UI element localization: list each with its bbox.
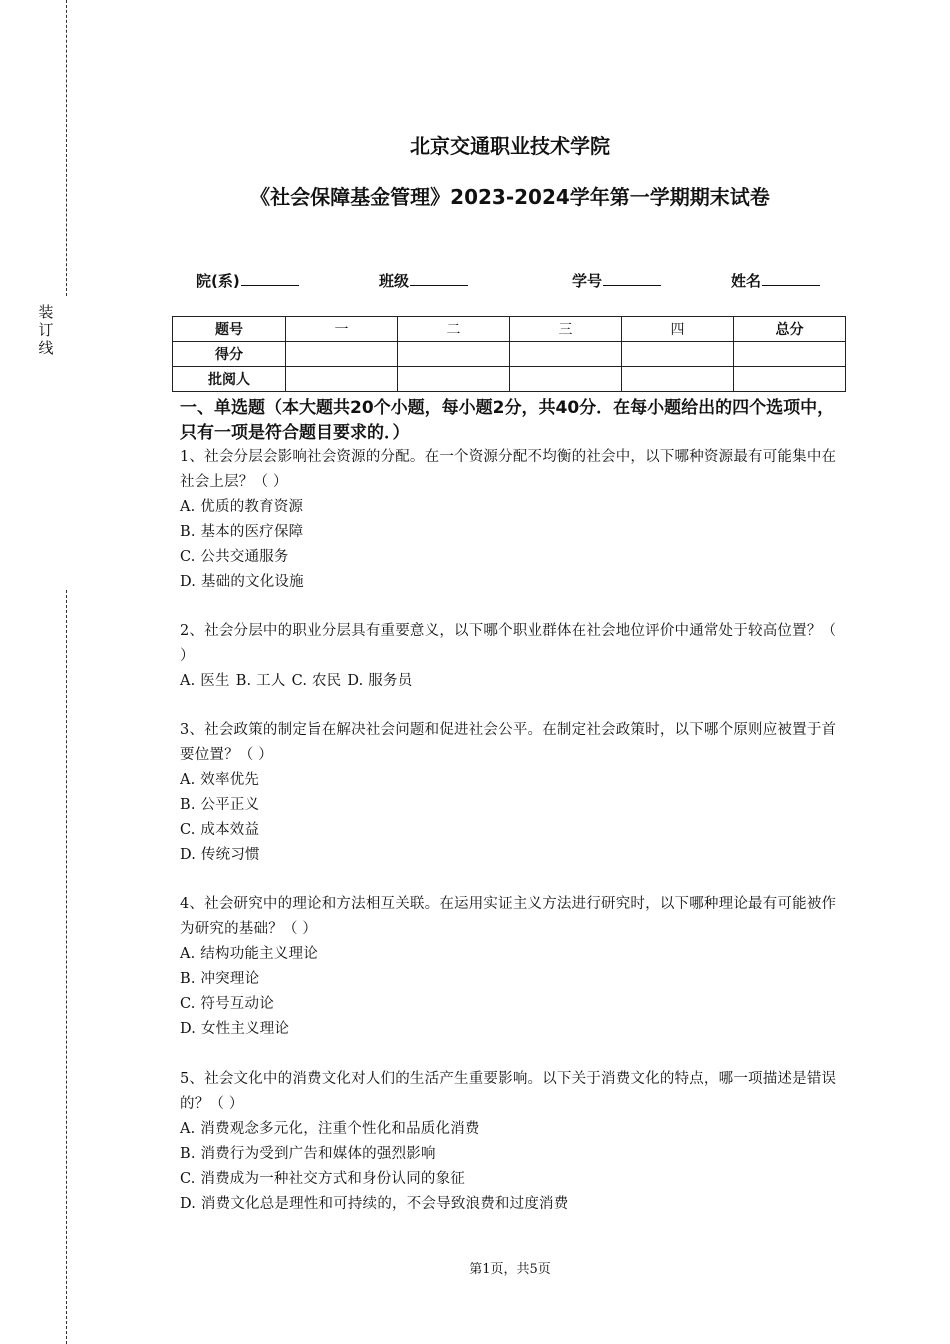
option-b: B. 冲突理论	[180, 971, 260, 987]
question-stem: 1、社会分层会影响社会资源的分配。在一个资源分配不均衡的社会中，以下哪种资源最有可能集中在社会上层？（ ）	[180, 449, 837, 490]
option-c: C. 成本效益	[180, 822, 260, 838]
grader-cell[interactable]	[510, 367, 622, 392]
option-a: A. 优质的教育资源	[180, 499, 304, 515]
option-b: B. 基本的医疗保障	[180, 524, 304, 540]
options-inline	[180, 669, 842, 694]
option-a: A. 结构功能主义理论	[180, 946, 318, 962]
section-heading: 一、单选题（本大题共20个小题，每小题2分，共40分．在每小题给出的四个选项中，只有一项是符合题目要求的．）	[180, 398, 835, 443]
option-b: B. 工人	[235, 673, 286, 689]
grader-cell[interactable]	[286, 367, 398, 392]
info-field-student-id: 学号	[572, 270, 661, 291]
question-stem: 2、社会分层中的职业分层具有重要意义，以下哪个职业群体在社会地位评价中通常处于较高位置？（ ）	[180, 623, 837, 664]
option-d: D. 女性主义理论	[180, 1021, 290, 1037]
option-c: C. 公共交通服务	[180, 549, 289, 565]
question-4	[180, 892, 842, 1042]
question-1	[180, 445, 842, 595]
binding-label: 装 订 线	[38, 303, 54, 357]
name-blank[interactable]	[762, 271, 820, 286]
class-blank[interactable]	[410, 271, 468, 286]
option-d: D. 消费文化总是理性和可持续的，不会导致浪费和过度消费	[180, 1196, 569, 1212]
score-cell[interactable]	[622, 342, 734, 367]
score-table	[172, 316, 846, 392]
question-2	[180, 619, 842, 694]
question-5	[180, 1067, 842, 1217]
option-c: C. 符号互动论	[180, 996, 274, 1012]
option-a: A. 效率优先	[180, 772, 260, 788]
score-table-header: 题号 一 二 三 四 总分	[173, 317, 846, 342]
binding-line-bottom	[66, 590, 67, 1344]
question-3	[180, 718, 842, 868]
option-d: D. 传统习惯	[180, 847, 260, 863]
student-id-blank[interactable]	[603, 271, 661, 286]
score-cell[interactable]	[398, 342, 510, 367]
option-c: C. 农民	[291, 673, 342, 689]
option-a: A. 消费观念多元化，注重个性化和品质化消费	[180, 1121, 480, 1137]
score-cell[interactable]	[510, 342, 622, 367]
page-footer: 第1页，共5页	[469, 1262, 551, 1277]
info-field-class: 班级	[379, 270, 468, 291]
exam-title: 《社会保障基金管理》2023-2024学年第一学期期末试卷	[250, 185, 770, 209]
department-blank[interactable]	[241, 271, 299, 286]
score-cell[interactable]	[734, 342, 846, 367]
info-field-name: 姓名	[731, 270, 820, 291]
score-cell[interactable]	[286, 342, 398, 367]
grader-cell[interactable]	[734, 367, 846, 392]
grader-cell[interactable]	[622, 367, 734, 392]
option-b: B. 公平正义	[180, 797, 260, 813]
option-b: B. 消费行为受到广告和媒体的强烈影响	[180, 1146, 436, 1162]
option-a: A. 医生	[180, 673, 230, 689]
question-stem: 5、社会文化中的消费文化对人们的生活产生重要影响。以下关于消费文化的特点，哪一项描述是错误的？（ ）	[180, 1071, 837, 1112]
option-d: D. 基础的文化设施	[180, 574, 304, 590]
option-d: D. 服务员	[347, 673, 413, 689]
question-stem: 4、社会研究中的理论和方法相互关联。在运用实证主义方法进行研究时，以下哪种理论最有可能被作为研究的基础？（ ）	[180, 896, 837, 937]
grader-row: 批阅人	[173, 367, 846, 392]
grader-cell[interactable]	[398, 367, 510, 392]
score-row: 得分	[173, 342, 846, 367]
school-name: 北京交通职业技术学院	[410, 134, 610, 158]
info-field-department: 院(系)	[196, 270, 299, 291]
option-c: C. 消费成为一种社交方式和身份认同的象征	[180, 1171, 465, 1187]
question-stem: 3、社会政策的制定旨在解决社会问题和促进社会公平。在制定社会政策时，以下哪个原则应被置于首要位置？（ ）	[180, 722, 837, 763]
